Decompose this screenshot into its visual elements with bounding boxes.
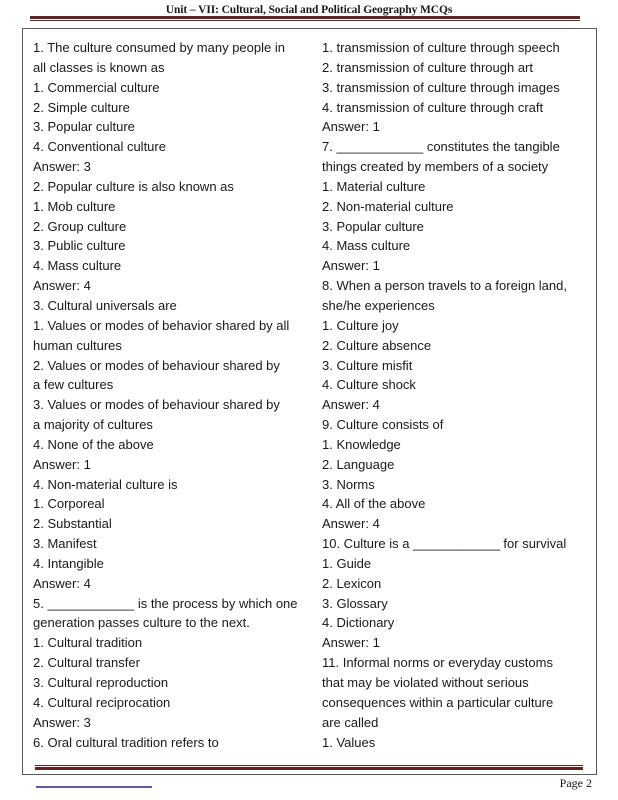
- text-line: Answer: 4: [33, 278, 91, 294]
- text-line: 2. Language: [322, 456, 395, 472]
- footer-divider-thick-line: [35, 767, 583, 770]
- text-line: Answer: 1: [322, 119, 380, 135]
- text-line: generation passes culture to the next.: [33, 615, 250, 631]
- text-line: 3. Glossary: [322, 595, 388, 611]
- text-line: 3. Manifest: [33, 536, 97, 552]
- text-line: she/he experiences: [322, 297, 435, 313]
- text-line: 4. Conventional culture: [33, 139, 166, 155]
- text-line: 4. Intangible: [33, 555, 104, 571]
- text-line: 4. Cultural reciprocation: [33, 694, 171, 710]
- text-line: 3. transmission of culture through images: [322, 79, 560, 95]
- text-line: 2. Lexicon: [322, 575, 382, 591]
- text-line: 4. transmission of culture through craft: [322, 99, 544, 115]
- text-line: 4. Culture shock: [322, 377, 416, 393]
- text-line: 1. Values: [322, 734, 376, 750]
- text-line: 4. Mass culture: [33, 258, 122, 274]
- page-title: Unit – VII: Cultural, Social and Political Geography MCQs: [165, 4, 453, 16]
- header-divider: [30, 16, 580, 21]
- text-line: 6. Oral cultural tradition refers to: [33, 734, 219, 750]
- text-line: 1. Mob culture: [33, 198, 116, 214]
- text-line: Answer: 3: [33, 159, 91, 175]
- text-line: 2. Culture absence: [322, 337, 432, 353]
- page-number: Page 2: [559, 776, 592, 790]
- text-line: 2. Simple culture: [33, 99, 130, 115]
- text-line: 2. Non-material culture: [322, 198, 454, 214]
- text-line: all classes is known as: [33, 59, 165, 75]
- text-line: Answer: 1: [33, 456, 91, 472]
- text-line: 3. Popular culture: [322, 218, 424, 234]
- text-line: 2. Popular culture is also known as: [33, 178, 234, 194]
- text-line: 3. Culture misfit: [322, 357, 413, 373]
- text-line: 1. Corporeal: [33, 496, 105, 512]
- text-line: consequences within a particular culture: [322, 694, 554, 710]
- content-box: [22, 28, 597, 775]
- text-line: 1. Culture joy: [322, 317, 399, 333]
- header-divider-thin-line: [30, 20, 580, 21]
- text-line: 1. Cultural tradition: [33, 635, 143, 651]
- text-line: 2. transmission of culture through art: [322, 59, 533, 75]
- text-line: Answer: 3: [33, 714, 91, 730]
- text-line: 11. Informal norms or everyday customs: [322, 655, 553, 671]
- text-line: 1. Values or modes of behavior shared by all: [33, 317, 290, 333]
- text-line: 1. transmission of culture through speech: [322, 40, 560, 55]
- text-line: 1. Commercial culture: [33, 79, 160, 95]
- text-line: 3. Cultural reproduction: [33, 675, 169, 690]
- text-line: that may be violated without serious: [322, 675, 529, 690]
- text-line: 4. Mass culture: [322, 238, 411, 254]
- text-line: Answer: 1: [322, 635, 380, 651]
- text-line: 4. Non-material culture is: [33, 476, 178, 492]
- text-line: 7. ____________ constitutes the tangible: [322, 139, 560, 155]
- footer-divider: [35, 765, 583, 770]
- text-line: 1. Knowledge: [322, 436, 401, 452]
- text-line: a few cultures: [33, 377, 114, 393]
- text-line: 1. Guide: [322, 555, 372, 571]
- text-line: 4. All of the above: [322, 496, 426, 512]
- text-line: are called: [322, 714, 379, 730]
- text-line: Answer: 4: [33, 575, 91, 591]
- text-line: 1. The culture consumed by many people in: [33, 40, 285, 55]
- text-line: 2. Group culture: [33, 218, 127, 234]
- footer-link-underline[interactable]: [36, 786, 152, 788]
- text-line: human cultures: [33, 337, 122, 353]
- text-line: 4. None of the above: [33, 436, 154, 452]
- text-line: 9. Culture consists of: [322, 417, 444, 433]
- text-line: Answer: 4: [322, 516, 380, 532]
- text-line: 2. Cultural transfer: [33, 655, 140, 671]
- text-line: 3. Cultural universals are: [33, 297, 177, 313]
- text-line: 5. ____________ is the process by which one: [33, 595, 298, 611]
- text-line: 3. Norms: [322, 476, 375, 492]
- text-line: 4. Dictionary: [322, 615, 395, 631]
- text-line: things created by members of a society: [322, 159, 549, 175]
- mcq-column-right: [322, 38, 592, 752]
- text-line: 8. When a person travels to a foreign land,: [322, 278, 567, 294]
- text-line: 3. Popular culture: [33, 119, 135, 135]
- text-line: a majority of cultures: [33, 417, 153, 433]
- text-line: Answer: 4: [322, 397, 380, 413]
- mcq-column-left: [33, 38, 321, 752]
- text-line: 2. Substantial: [33, 516, 112, 532]
- text-line: Answer: 1: [322, 258, 380, 274]
- text-line: 3. Values or modes of behaviour shared by: [33, 397, 280, 413]
- text-line: 10. Culture is a ____________ for survival: [322, 536, 567, 552]
- text-line: 1. Material culture: [322, 178, 426, 194]
- text-line: 2. Values or modes of behaviour shared by: [33, 357, 280, 373]
- text-line: 3. Public culture: [33, 238, 126, 254]
